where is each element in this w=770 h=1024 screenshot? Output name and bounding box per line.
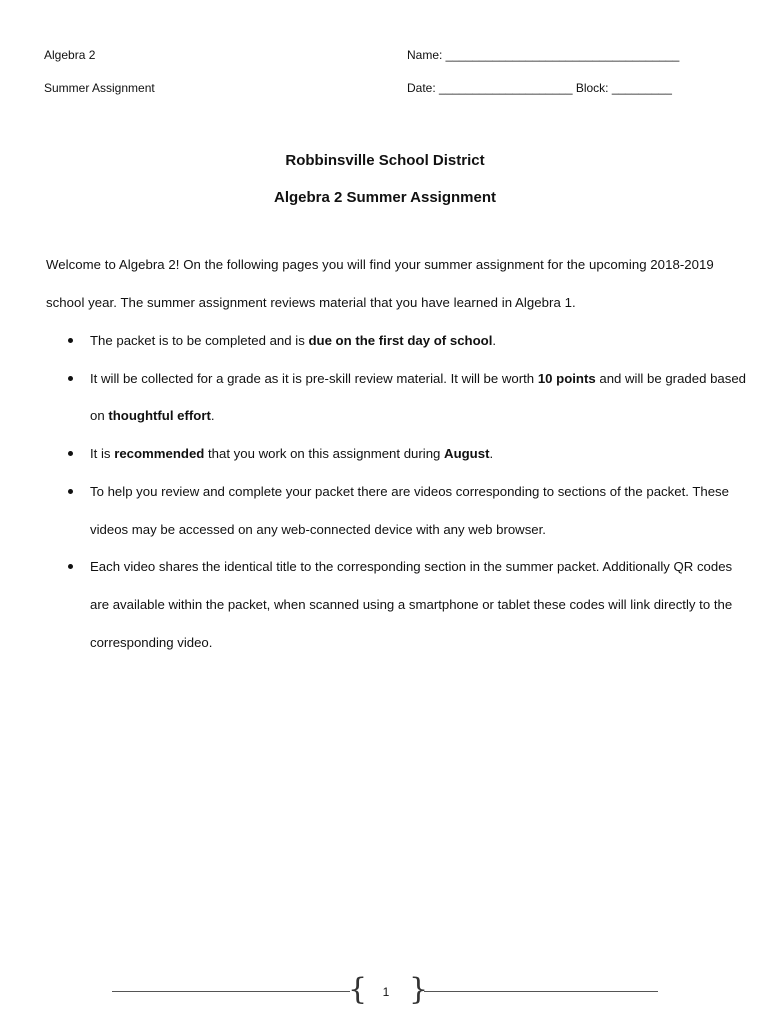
right-brace-icon: }	[409, 972, 429, 1007]
left-brace-icon: {	[348, 972, 368, 1007]
list-item: Each video shares the identical title to the corresponding section in the summer packet. Additionally QR codes are available within the packet, when scanned using a smartphone or tablet these codes will link directly to the corresponding video.	[68, 548, 748, 661]
course-label: Algebra 2	[44, 48, 96, 62]
bullet-icon	[68, 489, 73, 494]
date-block-field: Date: ____________________ Block: _________	[407, 81, 672, 95]
list-item: To help you review and complete your packet there are videos corresponding to sections of the packet. These videos may be accessed on any web-connected device with any web browser.	[68, 473, 748, 548]
instructions-list	[68, 322, 748, 661]
bullet-icon	[68, 451, 73, 456]
district-title: Robbinsville School District	[285, 152, 485, 169]
bullet-icon	[68, 376, 73, 381]
bullet-icon	[68, 564, 73, 569]
intro-paragraph: Welcome to Algebra 2! On the following pages you will find your summer assignment for the upcoming 2018-2019 school year. The summer assignment reviews material that you have learned in Algebra 1.	[46, 257, 714, 310]
footer-rule-right	[424, 991, 658, 992]
assignment-label: Summer Assignment	[44, 81, 155, 95]
footer-rule-left	[112, 991, 350, 992]
name-field: Name: ___________________________________	[407, 48, 680, 62]
assignment-title: Algebra 2 Summer Assignment	[273, 189, 496, 206]
list-item: It will be collected for a grade as it is pre-skill review material. It will be worth 10 points and will be graded based on thoughtful effort.	[68, 360, 748, 435]
bullet-icon	[68, 338, 73, 343]
page-number: 1	[382, 985, 390, 999]
list-item: It is recommended that you work on this assignment during August.	[68, 435, 748, 473]
list-item: The packet is to be completed and is due on the first day of school.	[68, 322, 748, 360]
